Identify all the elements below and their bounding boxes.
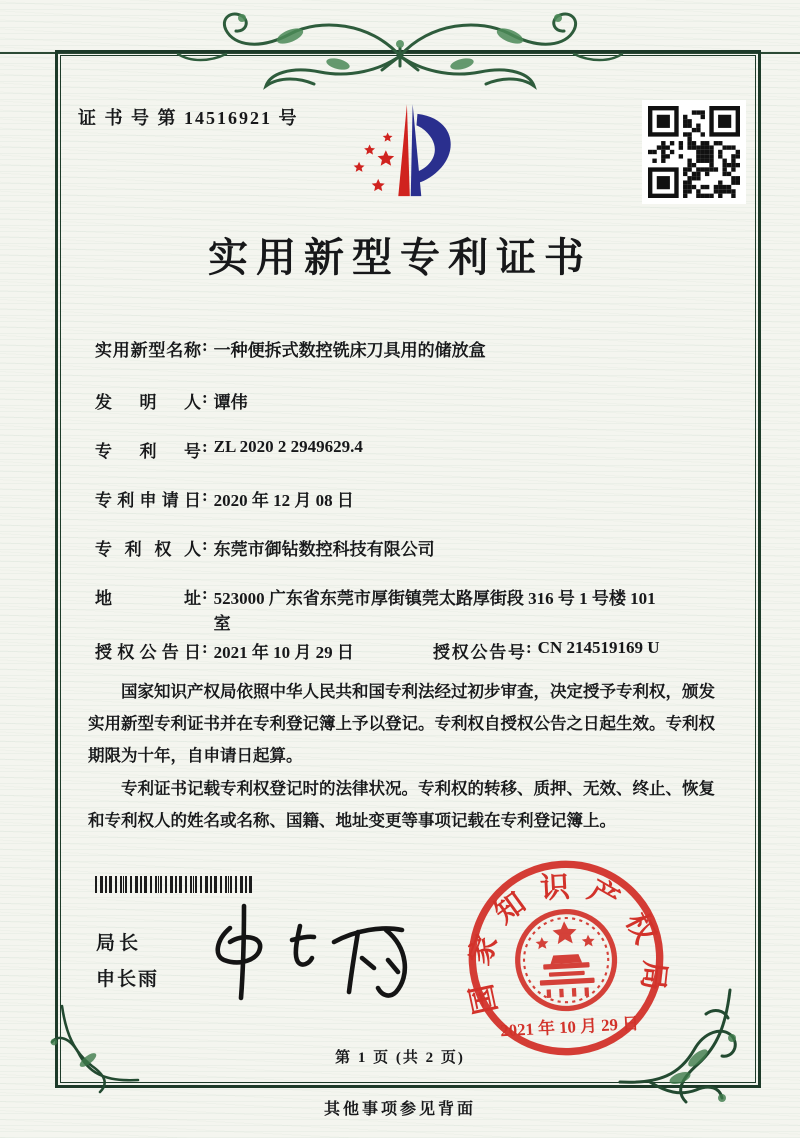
field-label: 发明人: [95, 393, 201, 412]
certificate-title: 实用新型专利证书: [208, 235, 592, 280]
certificate-number: 证 书 号 第 14516921 号: [78, 108, 299, 128]
field-value: 2020 年 12 月 08 日: [213, 491, 354, 510]
field-grant-number: [433, 638, 660, 663]
field-label: 授权公告号: [433, 643, 525, 662]
page-number: 第 1 页 (共 2 页): [335, 1050, 465, 1066]
cnipa-logo: [338, 94, 472, 216]
logo-red-wedge: [398, 104, 409, 196]
field-value: 东莞市御钻数控科技有限公司: [213, 540, 435, 559]
field-row-inventor: [95, 388, 248, 413]
field-value: 谭伟: [213, 393, 248, 412]
seal-emblem: [515, 909, 617, 1011]
field-label: 专利号: [95, 442, 201, 461]
official-seal: [455, 853, 677, 1064]
legal-paragraph-1: 国家知识产权局依照中华人民共和国专利法经过初步审查，决定授予专利权，颁发实用新型专利证书并在专利登记簿上予以登记。专利权自授权公告之日起生效。专利权期限为十年，自申请日起算。: [88, 682, 715, 766]
field-label: 地址: [95, 589, 201, 608]
field-row-patent-no: [95, 437, 363, 462]
back-side-note: 其他事项参见背面: [323, 1101, 476, 1118]
logo-stars: [354, 132, 395, 191]
field-colon: :: [202, 535, 208, 554]
field-colon: :: [202, 638, 208, 657]
field-colon: :: [526, 638, 532, 657]
barcode: [95, 876, 253, 893]
logo-blue-bowl: [416, 114, 450, 183]
field-label: 专利申请日: [95, 491, 201, 510]
legal-text-block: [88, 676, 716, 837]
field-value: 523000 广东省东莞市厚街镇莞太路厚街段 316 号 1 号楼 101 室: [213, 589, 656, 633]
handwritten-signature: [196, 900, 431, 1010]
field-value: 一种便拆式数控铣床刀具用的储放盒: [213, 341, 486, 360]
commissioner-title: 局长: [96, 933, 143, 954]
qr-code: [642, 100, 746, 204]
field-colon: :: [202, 388, 208, 407]
field-label: 专利权人: [95, 540, 201, 559]
field-value: ZL 2020 2 2949629.4: [213, 437, 363, 456]
field-colon: :: [202, 437, 208, 456]
seal-ring-text: 国家知识产权局: [462, 870, 671, 1017]
seal-date: 2021 年 10 月 29 日: [499, 1014, 640, 1041]
field-colon: :: [202, 584, 208, 603]
field-row-name: [95, 336, 486, 361]
field-label: 实用新型名称: [95, 341, 201, 360]
field-colon: :: [202, 486, 208, 505]
field-row-address: [95, 584, 669, 634]
field-colon: :: [202, 336, 208, 355]
field-value: CN 214519169 U: [537, 638, 660, 657]
field-row-grant-date: [95, 638, 695, 663]
field-label: 授权公告日: [95, 643, 201, 662]
field-value: 2021 年 10 月 29 日: [213, 643, 354, 662]
field-row-patentee: [95, 535, 435, 560]
commissioner-name: 申长雨: [96, 969, 160, 990]
legal-paragraph-2: 专利证书记载专利权登记时的法律状况。专利权的转移、质押、无效、终止、恢复和专利权人的姓名或名称、国籍、地址变更等事项记载在专利登记簿上。: [88, 778, 715, 830]
field-row-filing-date: [95, 486, 354, 511]
